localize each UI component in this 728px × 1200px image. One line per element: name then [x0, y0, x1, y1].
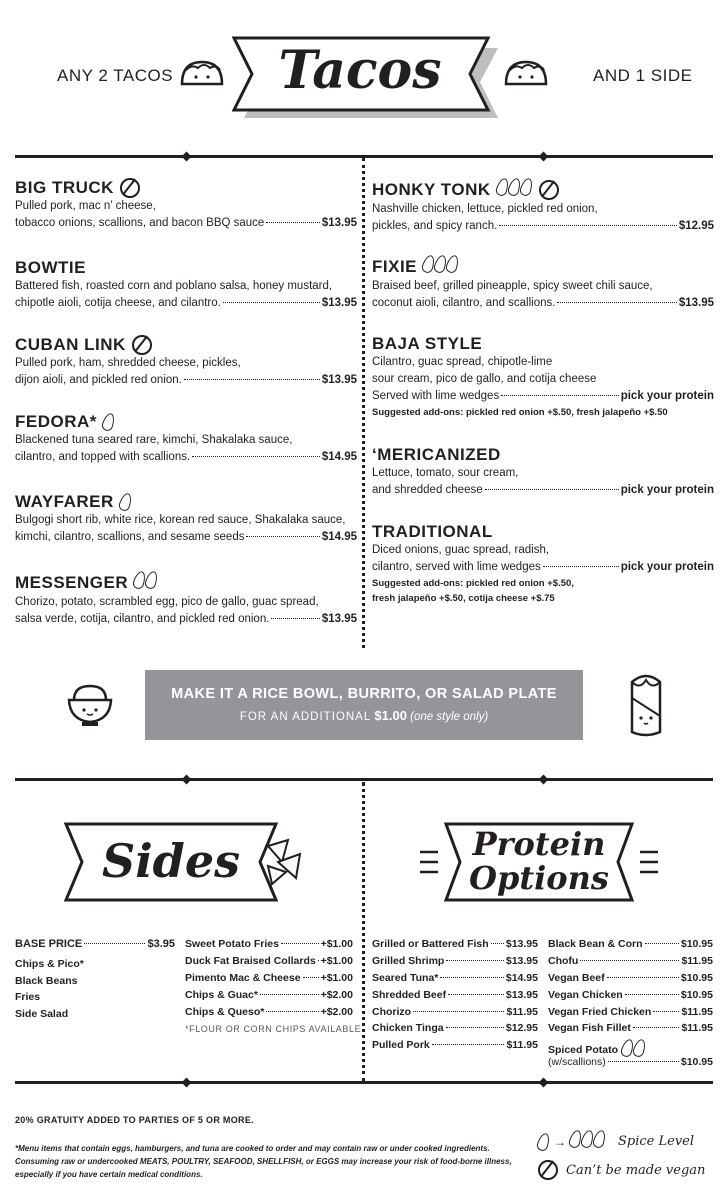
taco-addons: fresh jalapeño +$.50, cotija cheese +$.75 — [372, 593, 555, 604]
taco-price: pick your protein — [620, 390, 714, 402]
taco-honky-tonk — [372, 178, 714, 235]
base-side-item: Chips & Pico* — [15, 958, 84, 970]
taco-description: Braised beef, grilled pineapple, spicy sweet chili sauce, — [372, 280, 653, 292]
taco-description: Chorizo, potato, scrambled egg, pico de gallo, guac spread, — [15, 596, 319, 608]
header-left-text: ANY 2 TACOS — [57, 66, 174, 85]
taco-description: dijon aioli, and pickled red onion. — [15, 374, 182, 386]
divider-bottom — [15, 1081, 713, 1084]
legend-spice — [538, 1130, 694, 1153]
taco-cuban-link — [15, 335, 357, 389]
protein-row: Chorizo $11.95 — [372, 1006, 538, 1018]
upgrade-banner — [145, 670, 583, 740]
taco-name: MESSENGER — [15, 572, 129, 592]
protein-row: Pulled Pork $11.95 — [372, 1039, 538, 1051]
banner-headline: MAKE IT A RICE BOWL, BURRITO, OR SALAD PLATE — [171, 686, 557, 702]
taco-icon — [178, 58, 226, 88]
protein-row: Chicken Tinga $12.95 — [372, 1022, 538, 1034]
taco-addons: Suggested add-ons: pickled red onion +$.50, — [372, 578, 574, 589]
taco-mericanized — [372, 445, 714, 499]
taco-description: Pulled pork, mac n’ cheese, — [15, 200, 156, 212]
base-side-item: Side Salad — [15, 1007, 69, 1020]
base-price-label: BASE PRICE — [15, 938, 83, 950]
taco-description: Pulled pork, ham, shredded cheese, pickles, — [15, 357, 241, 369]
banner-sub-note: (one style only) — [410, 711, 489, 723]
taco-baja-style — [372, 334, 714, 420]
base-side-item: Fries — [15, 991, 41, 1004]
extra-side-row: Chips & Guac* +$2.00 — [185, 989, 353, 1001]
divider-ornament — [539, 1078, 549, 1088]
taco-description: Nashville chicken, lettuce, pickled red onion, — [372, 203, 598, 215]
no-vegan-icon — [538, 1160, 558, 1180]
taco-description: and shredded cheese — [372, 484, 483, 496]
divider-ornament — [539, 775, 549, 785]
taco-price: $14.95 — [321, 531, 357, 543]
taco-description: Lettuce, tomato, sour cream, — [372, 467, 519, 479]
disclaimer: *Menu items that contain eggs, hamburgers, and tuna are cooked to order and may contain raw or under cooked ingredients. Consuming raw or undercooked MEATS, POULTRY, SEAFOOD, SHELLFISH, or EGGS may increase your risk of food-borne illness, especially if you have certain medical conditions. — [15, 1144, 512, 1179]
legend-spice-label: Spice Level — [618, 1134, 695, 1149]
taco-name: HONKY TONK — [372, 179, 491, 199]
taco-description: Bulgogi short rib, white rice, korean red sauce, Shakalaka sauce, — [15, 514, 346, 526]
taco-description: Diced onions, guac spread, radish, — [372, 544, 550, 556]
extra-side-row: Sweet Potato Fries +$1.00 — [185, 938, 353, 950]
extra-side-row: Pimento Mac & Cheese +$1.00 — [185, 972, 353, 984]
taco-description: sour cream, pico de gallo, and cotija cheese — [372, 373, 597, 385]
taco-name: CUBAN LINK — [15, 335, 126, 354]
protein-title-line2: Options — [469, 859, 609, 897]
banner-sub-prefix: FOR AN ADDITIONAL — [239, 711, 372, 723]
column-separator — [362, 782, 365, 1082]
taco-bowtie — [15, 258, 357, 312]
taco-price: pick your protein — [620, 561, 714, 573]
taco-description: cilantro, served with lime wedges — [372, 561, 541, 573]
protein-row: Shredded Beef $13.95 — [372, 989, 538, 1001]
arrow-icon: → — [554, 1134, 566, 1149]
protein-row: Seared Tuna* $14.95 — [372, 972, 538, 984]
taco-description: kimchi, cilantro, scallions, and sesame seeds — [15, 531, 245, 543]
legend-vegan-label: Can’t be made vegan — [566, 1162, 706, 1178]
column-separator — [362, 158, 365, 648]
taco-price: $12.95 — [678, 220, 714, 232]
pepper-icon — [100, 412, 116, 433]
taco-price: $13.95 — [321, 297, 357, 309]
spiced-potato-row: (w/scallions) $10.95 — [548, 1056, 713, 1068]
taco-traditional — [372, 522, 714, 606]
protein-row: Vegan Beef $10.95 — [548, 972, 713, 984]
sides-note: *FLOUR OR CORN CHIPS AVAILABLE — [185, 1024, 362, 1034]
protein-title-line1: Protein — [472, 825, 606, 863]
protein-row: Vegan Fried Chicken $11.95 — [548, 1006, 713, 1018]
protein-row: Vegan Fish Fillet $11.95 — [548, 1022, 713, 1034]
no-vegan-icon — [132, 335, 152, 355]
no-vegan-icon — [539, 180, 559, 200]
taco-description: Served with lime wedges — [372, 390, 500, 402]
base-side-item: Black Beans — [15, 974, 78, 987]
taco-name: BOWTIE — [15, 258, 86, 277]
header-right-text: AND 1 SIDE — [593, 66, 693, 85]
taco-price: $13.95 — [321, 613, 357, 625]
no-vegan-icon — [120, 178, 140, 198]
banner-sub-price: $1.00 — [374, 708, 407, 723]
taco-messenger — [15, 571, 357, 628]
divider-ornament — [182, 1078, 192, 1088]
taco-addons: Suggested add-ons: pickled red onion +$.50, fresh jalapeño +$.50 — [372, 407, 668, 418]
sides-title: Sides — [101, 834, 241, 888]
taco-description: cilantro, and topped with scallions. — [15, 451, 191, 463]
taco-description: salsa verde, cotija, cilantro, and pickled red onion. — [15, 613, 270, 625]
taco-name: FIXIE — [372, 256, 418, 276]
pepper-icon — [445, 254, 461, 275]
legend-vegan — [538, 1160, 705, 1180]
divider-ornament — [182, 152, 192, 162]
taco-description: Battered fish, roasted corn and poblano salsa, honey mustard, — [15, 280, 333, 292]
taco-fedora — [15, 412, 357, 466]
taco-wayfarer — [15, 492, 357, 546]
pepper-icon — [518, 177, 534, 198]
protein-row: Vegan Chicken $10.95 — [548, 989, 713, 1001]
taco-price: $13.95 — [321, 374, 357, 386]
extra-side-row: Chips & Queso* +$2.00 — [185, 1006, 353, 1018]
protein-row: Grilled or Battered Fish $13.95 — [372, 938, 538, 950]
taco-description: pickles, and spicy ranch. — [372, 220, 498, 232]
burrito-icon — [626, 668, 666, 740]
protein-row: Grilled Shrimp $13.95 — [372, 955, 538, 967]
taco-name: ‘MERICANIZED — [372, 445, 501, 464]
spiced-potato-label: Spiced Potato — [548, 1039, 646, 1060]
extra-side-row: Duck Fat Braised Collards +$1.00 — [185, 955, 353, 967]
base-price-value: $3.95 — [147, 938, 175, 950]
taco-name: BAJA STYLE — [372, 334, 483, 353]
taco-icon — [502, 58, 550, 88]
taco-name: WAYFARER — [15, 492, 114, 511]
divider-middle — [15, 778, 713, 781]
protein-row: Chofu $11.95 — [548, 955, 713, 967]
divider-ornament — [182, 775, 192, 785]
pepper-icon — [144, 570, 160, 591]
taco-price: $13.95 — [321, 217, 357, 229]
taco-description: coconut aioli, cilantro, and scallions. — [372, 297, 556, 309]
rice-bowl-icon — [66, 678, 114, 728]
taco-price: $13.95 — [678, 297, 714, 309]
page-title: Tacos — [278, 40, 442, 101]
pepper-icon — [535, 1131, 551, 1152]
taco-name: FEDORA* — [15, 412, 97, 431]
chips-icon — [264, 836, 308, 888]
sides-base-price — [15, 938, 175, 955]
taco-price: $14.95 — [321, 451, 357, 463]
gratuity-note: 20% GRATUITY ADDED TO PARTIES OF 5 OR MORE. — [15, 1115, 254, 1125]
protein-row: Black Bean & Corn $10.95 — [548, 938, 713, 950]
taco-name: BIG TRUCK — [15, 178, 114, 197]
taco-big-truck — [15, 178, 357, 232]
pepper-icon — [117, 492, 133, 513]
taco-description: Blackened tuna seared rare, kimchi, Shakalaka sauce, — [15, 434, 293, 446]
taco-name: TRADITIONAL — [372, 522, 493, 541]
taco-price: pick your protein — [620, 484, 714, 496]
taco-fixie — [372, 255, 714, 312]
taco-description: Cilantro, guac spread, chipotle-lime — [372, 356, 553, 368]
taco-description: tobacco onions, scallions, and bacon BBQ sauce — [15, 217, 265, 229]
taco-description: chipotle aioli, cotija cheese, and cilantro. — [15, 297, 221, 309]
pepper-icon — [591, 1129, 607, 1150]
divider-ornament — [539, 152, 549, 162]
